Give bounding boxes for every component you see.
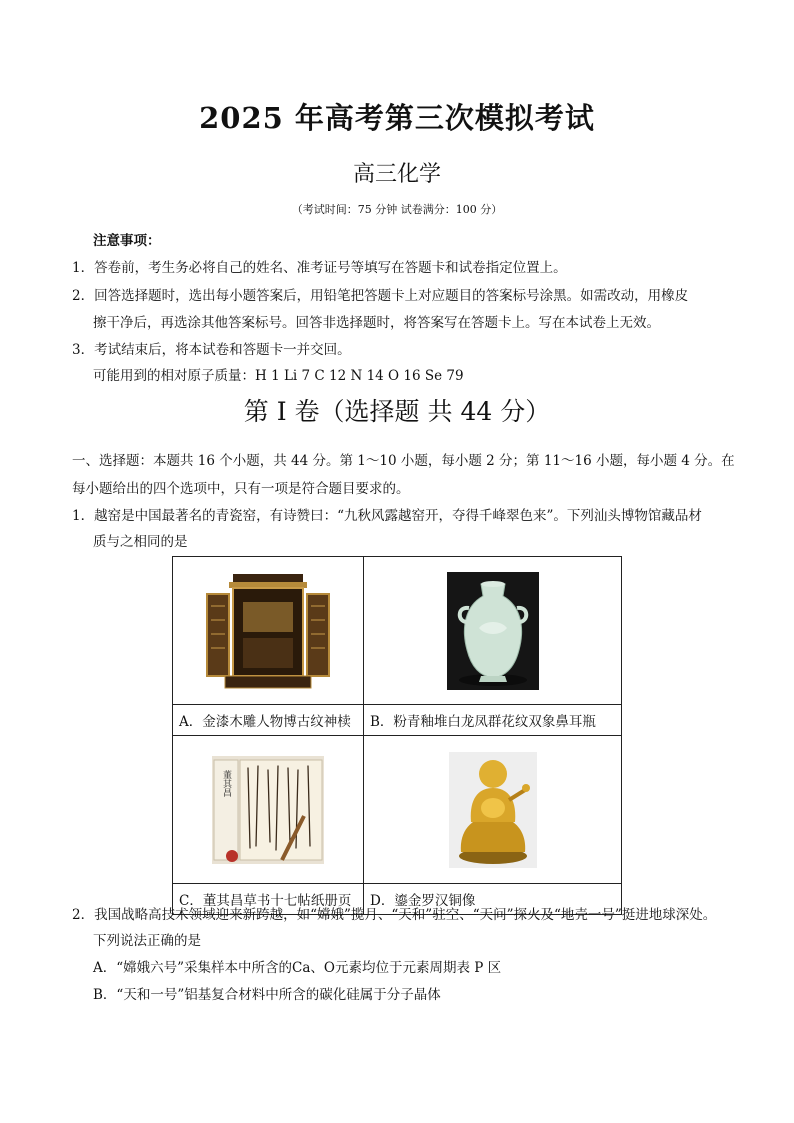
atomic-masses: 可能用到的相对原子质量：H 1 Li 7 C 12 N 14 O 16 Se 79: [93, 368, 464, 384]
exam-info: （考试时间：75 分钟 试卷满分：100 分）: [291, 203, 503, 216]
notice-item-3: 3．考试结束后，将本试卷和答题卡一并交回。: [72, 342, 351, 358]
exam-title: 2025 年高考第三次模拟考试: [199, 101, 595, 135]
notice-item-2-cont: 擦干净后，再选涂其他答案标号。回答非选择题时，将答案写在答题卡上。写在本试卷上无效。: [93, 315, 660, 331]
q1-stem-line2: 质与之相同的是: [93, 534, 188, 550]
option-a-image-cell: [173, 557, 364, 705]
notice-heading: 注意事项：: [93, 233, 161, 249]
option-b-caption: B．粉青釉堆白龙凤群花纹双象鼻耳瓶: [364, 705, 622, 736]
section-title: 第 I 卷（选择题 共 44 分）: [243, 397, 551, 426]
q1-stem-line1: 1．越窑是中国最著名的青瓷窑，有诗赞曰：“九秋风露越窑开，夺得千峰翠色来”。下列汕头博物馆藏品材: [72, 508, 702, 524]
option-c-caption: C．董其昌草书十七帖纸册页: [173, 884, 364, 915]
section-intro-2: 每小题给出的四个选项中，只有一项是符合题目要求的。: [72, 481, 410, 497]
option-a-caption: A．金漆木雕人物博古纹神椟: [173, 705, 364, 736]
option-d-caption: D．鎏金罗汉铜像: [364, 884, 622, 915]
gilt-bronze-arhat-image: [449, 752, 537, 868]
notice-item-1: 1．答卷前，考生务必将自己的姓名、准考证号等填写在答题卡和试卷指定位置上。: [72, 260, 567, 276]
calligraphy-album-image: [212, 756, 324, 864]
shrine-cabinet-image: [203, 572, 333, 690]
q2-stem-line1: 2．我国战略高技术领域迎来新跨越，如“嫦娥”揽月、“天和”驻空、“天问”探火及“地壳一号”挺进地球深处。: [72, 907, 717, 923]
q1-options-table: [172, 556, 622, 915]
q2-option-a: A．“嫦娥六号”采集样本中所含的Ca、O元素均位于元素周期表 P 区: [93, 960, 502, 976]
calligraphy-mark: 董其昌: [221, 769, 231, 797]
section-intro-1: 一、选择题：本题共 16 个小题，共 44 分。第 1～10 小题，每小题 2 分；第 11～16 小题，每小题 4 分。在: [72, 453, 735, 469]
q2-stem-line2: 下列说法正确的是: [93, 933, 201, 949]
q2-option-b: B．“天和一号”铝基复合材料中所含的碳化硅属于分子晶体: [93, 987, 441, 1003]
option-c-image-cell: [173, 736, 364, 884]
option-d-image-cell: [364, 736, 622, 884]
celadon-vase-image: [447, 572, 539, 690]
exam-subject: 高三化学: [352, 162, 441, 187]
notice-item-2: 2．回答选择题时，选出每小题答案后，用铅笔把答题卡上对应题目的答案标号涂黑。如需改动，用橡皮: [72, 288, 689, 304]
option-b-image-cell: [364, 557, 622, 705]
